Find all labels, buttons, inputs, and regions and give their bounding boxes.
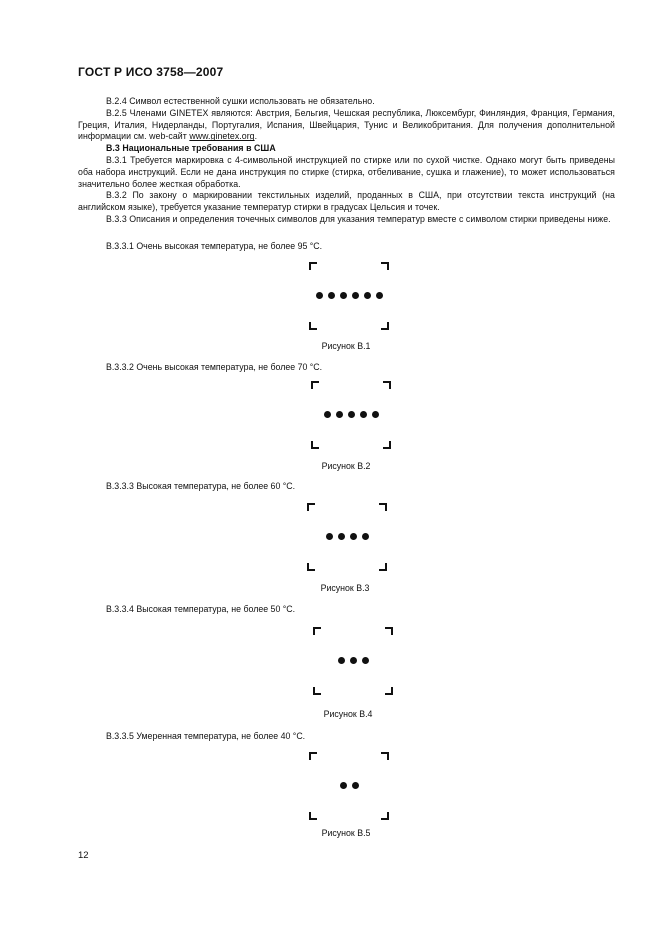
figure-heading-b1: В.3.3.1 Очень высокая температура, не более 95 °С.: [106, 241, 323, 251]
paragraph-b33: В.3.3 Описания и определения точечных символов для указания температур вместе с символом стирки приведены ниже.: [106, 213, 611, 224]
temperature-dot: [352, 782, 359, 789]
figure-caption-b1: Рисунок В.1: [321, 341, 371, 351]
figure-heading-b2: В.3.3.2 Очень высокая температура, не более 70 °С.: [106, 362, 323, 372]
body-text: [78, 96, 615, 226]
figure-heading-b3: В.3.3.3 Высокая температура, не более 60 °С.: [106, 481, 296, 491]
paragraph-b32: В.3.2 По закону о маркировании текстильных изделий, проданных в США, при отсутствии текста инструкций (на английском языке), требуется указание температур стирки в градусах Цельсия и точек.: [78, 190, 615, 213]
wash-symbol-b2: [311, 381, 391, 449]
temperature-dots: [313, 657, 393, 664]
paragraph-b25-text: В.2.5 Членами GINETEX являются: Австрия, Бельгия, Чешская республика, Люксембург, Финляндия, Франция, Германия, Греция, Италия, Нидерланды, Португалия, Испания, Швейцария, Тунис и Великобритания. Для получения дополнительной информации см. web-сайт: [78, 107, 615, 142]
figure-caption-b2: Рисунок В.2: [321, 461, 371, 471]
temperature-dot: [376, 292, 383, 299]
temperature-dot: [326, 533, 333, 540]
temperature-dot: [350, 657, 357, 664]
figure-heading-b5: В.3.3.5 Умеренная температура, не более 40 °С.: [106, 731, 306, 741]
paragraph-b25: [78, 108, 615, 143]
temperature-dot: [336, 411, 343, 418]
paragraph-b31: В.3.1 Требуется маркировка с 4-символьной инструкцией по стирке или по сухой чистке. Однако могут быть приведены оба набора инструкций. Если не дана инструкция по стирке (стирка, отбеливание, сушка и глажение), то может использоваться значительно более жесткая обработка.: [78, 154, 615, 189]
temperature-dot: [362, 657, 369, 664]
temperature-dots: [309, 782, 389, 789]
temperature-dot: [362, 533, 369, 540]
document-header: ГОСТ Р ИСО 3758—2007: [78, 65, 224, 79]
temperature-dots: [309, 292, 389, 299]
figure-caption-b5: Рисунок В.5: [321, 828, 371, 838]
page-number: 12: [78, 850, 89, 861]
temperature-dot: [340, 292, 347, 299]
wash-symbol-b1: [309, 262, 389, 330]
temperature-dot: [352, 292, 359, 299]
temperature-dot: [338, 533, 345, 540]
temperature-dot: [340, 782, 347, 789]
wash-symbol-b3: [307, 503, 387, 571]
temperature-dot: [360, 411, 367, 418]
paragraph-b25-end: .: [254, 131, 258, 142]
figure-caption-b4: Рисунок В.4: [323, 709, 373, 719]
figure-heading-b4: В.3.3.4 Высокая температура, не более 50 °С.: [106, 604, 296, 614]
temperature-dot: [328, 292, 335, 299]
paragraph-b24: В.2.4 Символ естественной сушки использовать не обязательно.: [106, 96, 375, 106]
wash-symbol-b4: [313, 627, 393, 695]
ginetex-link[interactable]: www.ginetex.org: [189, 131, 255, 142]
temperature-dot: [338, 657, 345, 664]
temperature-dot: [348, 411, 355, 418]
temperature-dot: [316, 292, 323, 299]
temperature-dot: [372, 411, 379, 418]
section-heading-b3: В.3 Национальные требования в США: [106, 143, 276, 154]
temperature-dot: [324, 411, 331, 418]
temperature-dots: [311, 411, 391, 418]
temperature-dot: [350, 533, 357, 540]
figure-caption-b3: Рисунок В.3: [320, 583, 370, 593]
wash-symbol-b5: [309, 752, 389, 820]
temperature-dots: [307, 533, 387, 540]
temperature-dot: [364, 292, 371, 299]
